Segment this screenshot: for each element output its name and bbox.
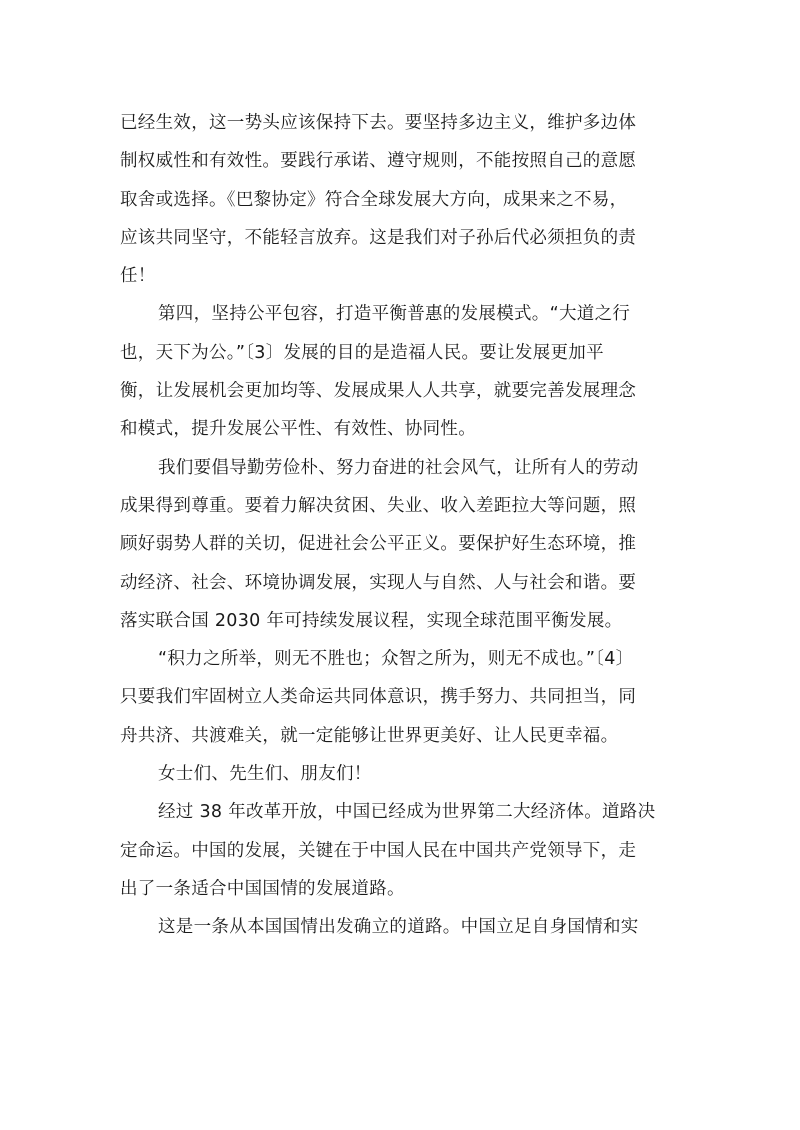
text-line: 第四，坚持公平包容，打造平衡普惠的发展模式。“大道之行 [158,304,631,325]
text-line: 取舍或选择。《巴黎协定》符合全球发展大方向，成果来之不易， [120,189,628,210]
text-line: 只要我们牢固树立人类命运共同体意识，携手努力、共同担当，同 [120,687,637,708]
text-line: 出了一条适合中国国情的发展道路。 [120,878,405,899]
text-line: 应该共同坚守，不能轻言放弃。这是我们对子孙后代必须担负的责 [120,227,637,248]
text-line: 衡，让发展机会更加均等、发展成果人人共享，就要完善发展理念 [120,381,637,402]
text-line: “积力之所举，则无不胜也；众智之所为，则无不成也。”〔4〕 [158,649,634,670]
text-line: 定命运。中国的发展，关键在于中国人民在中国共产党领导下，走 [120,840,637,861]
text-line: 和模式，提升发展公平性、有效性、协同性。 [120,419,476,440]
text-line: 也，天下为公。”〔3〕发展的目的是造福人民。要让发展更加平 [120,342,604,363]
text-line: 我们要倡导勤劳俭朴、努力奋进的社会风气，让所有人的劳动 [158,457,639,478]
text-line: 制权威性和有效性。要践行承诺、遵守规则，不能按照自己的意愿 [120,151,637,172]
text-line: 舟共济、共渡难关，就一定能够让世界更美好、让人民更幸福。 [120,725,619,746]
text-line: 落实联合国 2030 年可持续发展议程，实现全球范围平衡发展。 [120,610,623,631]
text-line: 任！ [120,266,156,287]
text-line: 成果得到尊重。要着力解决贫困、失业、收入差距拉大等问题，照 [120,495,637,516]
body-text [120,104,700,947]
text-line: 已经生效，这一势头应该保持下去。要坚持多边主义，维护多边体 [120,113,637,133]
text-line: 顾好弱势人群的关切，促进社会公平正义。要保护好生态环境，推 [120,534,637,555]
text-line: 经过 38 年改革开放，中国已经成为世界第二大经济体。道路决 [158,802,656,823]
text-line: 动经济、社会、环境协调发展，实现人与自然、人与社会和谐。要 [120,572,637,593]
text-line: 女士们、先生们、朋友们！ [158,764,372,785]
text-line: 这是一条从本国国情出发确立的道路。中国立足自身国情和实 [158,917,639,938]
